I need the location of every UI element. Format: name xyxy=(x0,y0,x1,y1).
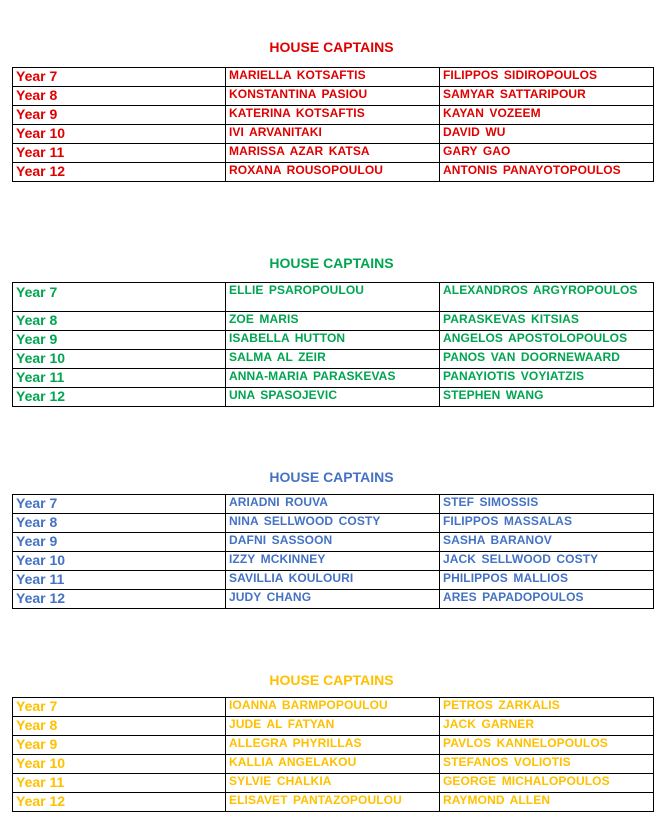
table-row xyxy=(13,369,654,388)
captain-cell: SYLVIE CHALKIA xyxy=(226,774,440,793)
captain-cell: ANTONIS PANAYOTOPOULOS xyxy=(440,163,654,182)
captain-cell: ARIADNI ROUVA xyxy=(226,495,440,514)
captains-table xyxy=(12,697,654,812)
year-cell: Year 12 xyxy=(13,163,226,182)
captain-cell: IZZY MCKINNEY xyxy=(226,552,440,571)
year-cell: Year 9 xyxy=(13,331,226,350)
table-row xyxy=(13,331,654,350)
table-row xyxy=(13,533,654,552)
captain-cell: GEORGE MICHALOPOULOS xyxy=(440,774,654,793)
table-row xyxy=(13,87,654,106)
captain-cell: PANOS VAN DOORNEWAARD xyxy=(440,350,654,369)
year-cell: Year 11 xyxy=(13,571,226,590)
captain-cell: SAMYAR SATTARIPOUR xyxy=(440,87,654,106)
year-cell: Year 8 xyxy=(13,514,226,533)
year-cell: Year 9 xyxy=(13,736,226,755)
year-cell: Year 11 xyxy=(13,144,226,163)
year-cell: Year 8 xyxy=(13,87,226,106)
year-cell: Year 10 xyxy=(13,755,226,774)
table-row xyxy=(13,125,654,144)
year-cell: Year 9 xyxy=(13,106,226,125)
captain-cell: SALMA AL ZEIR xyxy=(226,350,440,369)
captain-cell: JACK SELLWOOD COSTY xyxy=(440,552,654,571)
captain-cell: ISABELLA HUTTON xyxy=(226,331,440,350)
table-row xyxy=(13,793,654,812)
section-title: HOUSE CAPTAINS xyxy=(269,255,394,271)
year-cell: Year 12 xyxy=(13,388,226,407)
table-row xyxy=(13,388,654,407)
captain-cell: ANGELOS APOSTOLOPOULOS xyxy=(440,331,654,350)
captain-cell: JACK GARNER xyxy=(440,717,654,736)
table-row xyxy=(13,68,654,87)
table-row xyxy=(13,283,654,312)
captains-table xyxy=(12,67,654,182)
captain-cell: PETROS ZARKALIS xyxy=(440,698,654,717)
year-cell: Year 10 xyxy=(13,125,226,144)
captain-cell: RAYMOND ALLEN xyxy=(440,793,654,812)
captain-cell: ELISAVET PANTAZOPOULOU xyxy=(226,793,440,812)
table-row xyxy=(13,698,654,717)
table-row xyxy=(13,495,654,514)
captain-cell: PAVLOS KANNELOPOULOS xyxy=(440,736,654,755)
captain-cell: JUDE AL FATYAN xyxy=(226,717,440,736)
captain-cell: STEFANOS VOLIOTIS xyxy=(440,755,654,774)
year-cell: Year 11 xyxy=(13,774,226,793)
captain-cell: PANAYIOTIS VOYIATZIS xyxy=(440,369,654,388)
year-cell: Year 7 xyxy=(13,495,226,514)
captain-cell: FILIPPOS SIDIROPOULOS xyxy=(440,68,654,87)
captain-cell: FILIPPOS MASSALAS xyxy=(440,514,654,533)
captain-cell: ANNA-MARIA PARASKEVAS xyxy=(226,369,440,388)
captain-cell: MARISSA AZAR KATSA xyxy=(226,144,440,163)
year-cell: Year 9 xyxy=(13,533,226,552)
captain-cell: PHILIPPOS MALLIOS xyxy=(440,571,654,590)
year-cell: Year 10 xyxy=(13,350,226,369)
section-title: HOUSE CAPTAINS xyxy=(269,39,394,55)
table-row xyxy=(13,163,654,182)
table-row xyxy=(13,144,654,163)
table-row xyxy=(13,755,654,774)
captain-cell: DAFNI SASSOON xyxy=(226,533,440,552)
table-row xyxy=(13,312,654,331)
table-row xyxy=(13,106,654,125)
captain-cell: KONSTANTINA PASIOU xyxy=(226,87,440,106)
section-title: HOUSE CAPTAINS xyxy=(269,672,394,688)
captain-cell: JUDY CHANG xyxy=(226,590,440,609)
year-cell: Year 8 xyxy=(13,717,226,736)
captain-cell: DAVID WU xyxy=(440,125,654,144)
year-cell: Year 12 xyxy=(13,793,226,812)
table-row xyxy=(13,350,654,369)
captain-cell: GARY GAO xyxy=(440,144,654,163)
captain-cell: SASHA BARANOV xyxy=(440,533,654,552)
captain-cell: ALEXANDROS ARGYROPOULOS xyxy=(440,283,654,312)
captains-table xyxy=(12,282,654,407)
captain-cell: SAVILLIA KOULOURI xyxy=(226,571,440,590)
year-cell: Year 12 xyxy=(13,590,226,609)
captain-cell: STEPHEN WANG xyxy=(440,388,654,407)
section-title: HOUSE CAPTAINS xyxy=(269,469,394,485)
captain-cell: KATERINA KOTSAFTIS xyxy=(226,106,440,125)
table-row xyxy=(13,514,654,533)
captain-cell: STEF SIMOSSIS xyxy=(440,495,654,514)
captain-cell: KALLIA ANGELAKOU xyxy=(226,755,440,774)
captain-cell: ROXANA ROUSOPOULOU xyxy=(226,163,440,182)
captain-cell: ZOE MARIS xyxy=(226,312,440,331)
table-row xyxy=(13,717,654,736)
year-cell: Year 11 xyxy=(13,369,226,388)
table-row xyxy=(13,736,654,755)
table-row xyxy=(13,571,654,590)
year-cell: Year 7 xyxy=(13,68,226,87)
table-row xyxy=(13,552,654,571)
table-row xyxy=(13,590,654,609)
captain-cell: ALLEGRA PHYRILLAS xyxy=(226,736,440,755)
year-cell: Year 10 xyxy=(13,552,226,571)
captain-cell: PARASKEVAS KITSIAS xyxy=(440,312,654,331)
captain-cell: NINA SELLWOOD COSTY xyxy=(226,514,440,533)
year-cell: Year 8 xyxy=(13,312,226,331)
captain-cell: IOANNA BARMPOPOULOU xyxy=(226,698,440,717)
year-cell: Year 7 xyxy=(13,698,226,717)
captains-table xyxy=(12,494,654,609)
captain-cell: KAYAN VOZEEM xyxy=(440,106,654,125)
year-cell: Year 7 xyxy=(13,283,226,312)
captain-cell: MARIELLA KOTSAFTIS xyxy=(226,68,440,87)
captain-cell: IVI ARVANITAKI xyxy=(226,125,440,144)
captain-cell: ELLIE PSAROPOULOU xyxy=(226,283,440,312)
table-row xyxy=(13,774,654,793)
captain-cell: ARES PAPADOPOULOS xyxy=(440,590,654,609)
captain-cell: UNA SPASOJEVIC xyxy=(226,388,440,407)
